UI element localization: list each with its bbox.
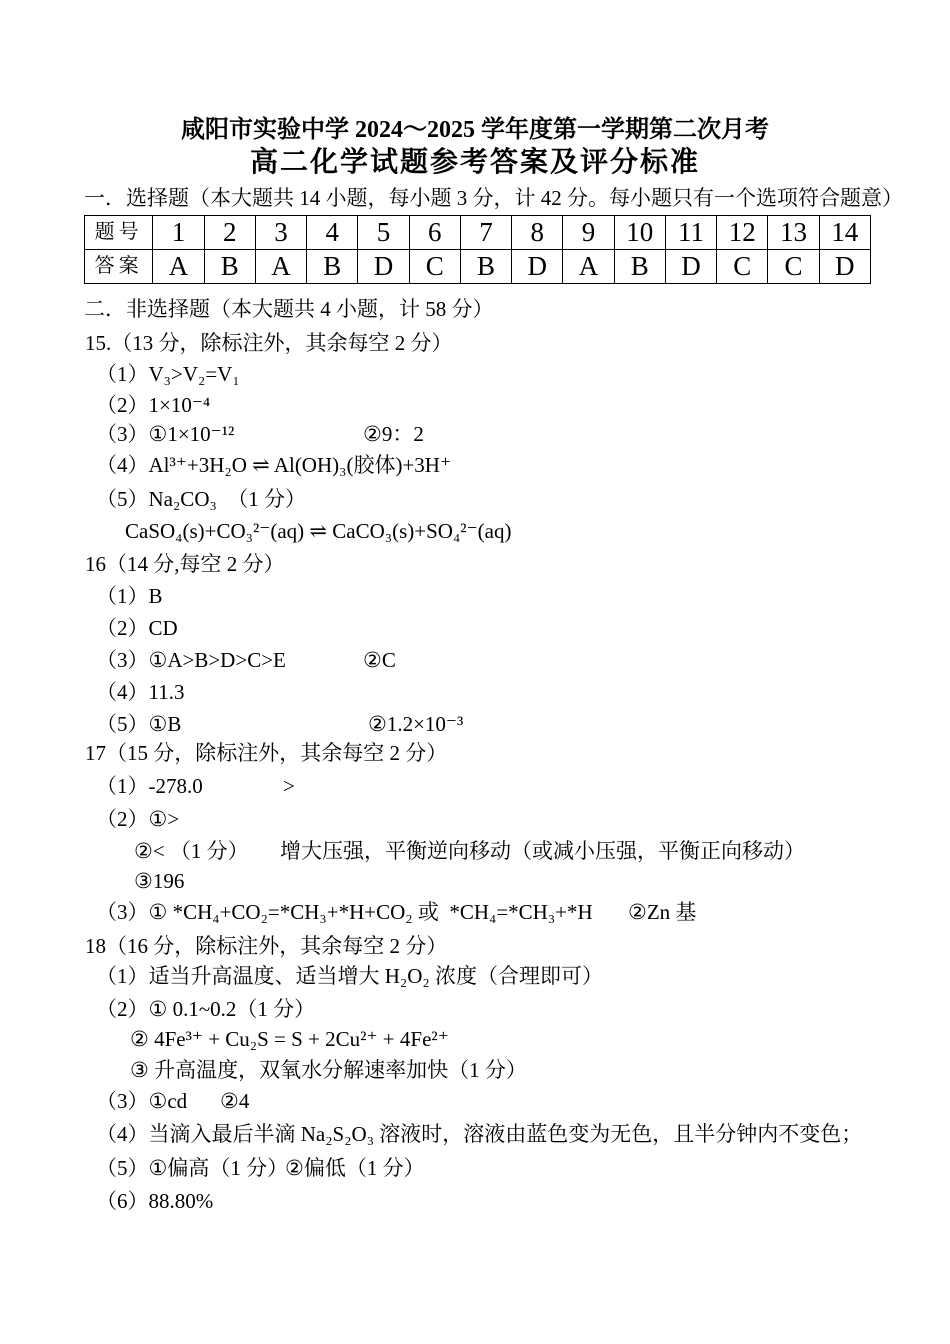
q15-answer-1: [0, 361, 950, 391]
q15-answer-2: [0, 392, 950, 422]
answer-cell: B: [614, 250, 665, 284]
q17-answer-3: [0, 899, 950, 929]
q18-ans1-text: （1）适当升高温度、适当增大 H₂O₂ 浓度（合理即可）: [96, 964, 603, 988]
answer-row: [85, 250, 871, 284]
q16-ans2-text: （2）CD: [96, 616, 178, 640]
q17-heading: 17（15 分，除标注外，其余每空 2 分）: [85, 741, 448, 765]
q15-ans2-text: （2）1×10⁻⁴: [96, 393, 211, 417]
answer-cell: A: [255, 250, 306, 284]
q15-ans5-part1: （5）Na₂CO₃ （1 分）: [96, 487, 307, 511]
question-number-row: [85, 216, 871, 250]
q18-answer-2-line1: [0, 996, 950, 1026]
question-number-cell: 11: [665, 216, 716, 250]
answer-cell: C: [717, 250, 768, 284]
q15-answer-4: [0, 452, 950, 482]
q17-ans2-part3: ③196: [134, 869, 185, 893]
question-number-cell: 10: [614, 216, 665, 250]
q15-answer-5: [0, 486, 950, 516]
answer-cell: C: [409, 250, 460, 284]
question-number-cell: 5: [358, 216, 409, 250]
q17-answer-2-line3: [0, 868, 950, 898]
q18-answer-2-line2: [0, 1026, 950, 1056]
q15-ans5-equation: CaSO₄(s)+CO₃²⁻(aq) ⇌ CaCO₃(s)+SO₄²⁻(aq): [125, 519, 512, 543]
question-number-cell: 6: [409, 216, 460, 250]
q16-answer-5: [0, 711, 950, 741]
question-number-cell: 8: [512, 216, 563, 250]
q18-answer-3: [0, 1088, 950, 1118]
q17-answer-2-line1: [0, 806, 950, 836]
q18-ans6-text: （6）88.80%: [96, 1189, 214, 1213]
q18-ans2-part3: ③ 升高温度，双氧水分解速率加快（1 分）: [130, 1058, 527, 1082]
q18-ans4-text: （4）当滴入最后半滴 Na₂S₂O₃ 溶液时，溶液由蓝色变为无色，且半分钟内不变色；: [96, 1122, 863, 1146]
q16-heading: 16（14 分,每空 2 分）: [85, 552, 285, 576]
answer-cell: D: [512, 250, 563, 284]
q18-heading: 18（16 分，除标注外，其余每空 2 分）: [85, 934, 448, 958]
page-subtitle: 高二化学试题参考答案及评分标准: [249, 147, 700, 178]
q16-answer-2: [0, 615, 950, 645]
answer-cell: D: [358, 250, 409, 284]
q16-ans3-part2: ②C: [363, 648, 396, 672]
question-number-cell: 14: [819, 216, 870, 250]
q18-ans2-part2: ② 4Fe³⁺ + Cu₂S = S + 2Cu²⁺ + 4Fe²⁺: [130, 1027, 449, 1051]
answer-cell: C: [768, 250, 819, 284]
q18-answer-5: [0, 1155, 950, 1185]
answer-cell: B: [204, 250, 255, 284]
row-label-answer: 答案: [85, 250, 153, 284]
question-number-cell: 9: [563, 216, 614, 250]
question-number-cell: 4: [307, 216, 358, 250]
q17-ans2-part2a: ②< （1 分）: [134, 839, 249, 863]
q15-heading: 15.（13 分，除标注外，其余每空 2 分）: [85, 331, 453, 355]
answer-cell: D: [819, 250, 870, 284]
q16-ans5-part1: （5）①B: [96, 712, 182, 736]
answer-cell: A: [153, 250, 204, 284]
answer-cell: D: [665, 250, 716, 284]
q16-ans4-text: （4）11.3: [96, 680, 185, 704]
q15-heading-line: [0, 330, 950, 360]
q18-ans3-part2: ②4: [220, 1089, 250, 1113]
page-title: 咸阳市实验中学 2024～2025 学年度第一学期第二次月考: [181, 117, 769, 143]
question-number-cell: 12: [717, 216, 768, 250]
question-number-cell: 13: [768, 216, 819, 250]
q16-ans3-part1: （3）①A>B>D>C>E: [96, 648, 286, 672]
row-label-number: 题号: [85, 216, 153, 250]
choice-section-heading-line: [0, 185, 950, 215]
q17-answer-1: [0, 773, 950, 803]
q15-ans3-part2: ②9：2: [363, 422, 424, 446]
q18-ans3-part1: （3）①cd: [96, 1089, 188, 1113]
question-number-cell: 7: [460, 216, 511, 250]
q17-answer-2-line2: [0, 838, 950, 868]
question-number-cell: 1: [153, 216, 204, 250]
choice-section-heading: 一．选择题（本大题共 14 小题，每小题 3 分，计 42 分。每小题只有一个选项符合题意）: [84, 186, 903, 210]
q18-answer-4: [0, 1121, 950, 1151]
q15-answer-3: [0, 421, 950, 451]
q16-ans1-text: （1）B: [96, 584, 163, 608]
q17-ans1-part2: >: [283, 774, 295, 798]
q15-ans3-part1: （3）①1×10⁻¹²: [96, 422, 235, 446]
q18-answer-6: [0, 1188, 950, 1218]
q17-ans1-part1: （1）-278.0: [96, 774, 203, 798]
q17-ans2-part1: （2）①>: [96, 807, 180, 831]
q17-ans3-part2: ②Zn 基: [628, 900, 697, 924]
q18-ans5-part1: （5）①偏高（1 分）: [96, 1156, 289, 1180]
q15-ans1-text: （1）V₃>V₂=V₁: [96, 362, 240, 386]
q18-answer-1: [0, 963, 950, 993]
q15-answer-5-equation: [0, 518, 950, 548]
answer-table: [84, 215, 871, 284]
q18-answer-2-line3: [0, 1057, 950, 1087]
answer-cell: B: [307, 250, 358, 284]
q15-ans4-text: （4）Al³⁺+3H₂O ⇌ Al(OH)₃(胶体)+3H⁺: [96, 453, 452, 477]
q16-answer-4: [0, 679, 950, 709]
answer-cell: A: [563, 250, 614, 284]
q16-heading-line: [0, 551, 950, 581]
q18-ans5-part2: ②偏低（1 分）: [285, 1156, 425, 1180]
answer-cell: B: [460, 250, 511, 284]
free-response-heading-line: [0, 296, 950, 326]
q17-ans3-part1: （3）① *CH₄+CO₂=*CH₃+*H+CO₂ 或 *CH₄=*CH₃+*H: [96, 900, 593, 924]
q18-heading-line: [0, 933, 950, 963]
question-number-cell: 3: [255, 216, 306, 250]
question-number-cell: 2: [204, 216, 255, 250]
q18-ans2-part1: （2）① 0.1~0.2（1 分）: [96, 997, 316, 1021]
q16-answer-3: [0, 647, 950, 677]
q17-heading-line: [0, 740, 950, 770]
q16-answer-1: [0, 583, 950, 613]
q17-ans2-part2b: 增大压强，平衡逆向移动（或减小压强，平衡正向移动）: [280, 839, 805, 863]
q16-ans5-part2: ②1.2×10⁻³: [368, 712, 464, 736]
free-response-heading: 二．非选择题（本大题共 4 小题，计 58 分）: [84, 297, 494, 321]
